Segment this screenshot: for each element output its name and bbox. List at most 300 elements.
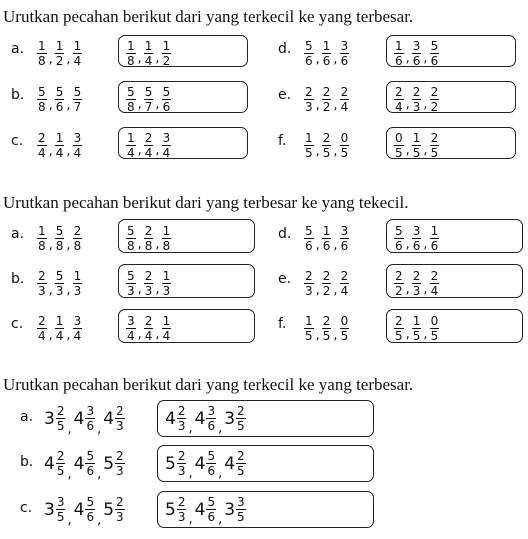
numerator: 2 [430,85,439,99]
whole-number: 3 [224,408,236,429]
fraction-item [55,265,65,297]
fraction [144,315,154,342]
denominator: 6 [207,510,216,524]
question-fractions [37,81,82,113]
denominator: 6 [340,54,349,68]
numerator: 5 [430,39,439,53]
fraction [126,132,136,159]
fraction-item [412,265,422,297]
numerator: 0 [395,131,403,145]
fraction-item [144,265,154,297]
comma-separator: , [315,238,320,253]
denominator: 5 [412,329,421,343]
fraction [73,225,83,252]
numerator: 1 [305,131,313,145]
whole-number: 4 [224,453,236,474]
denominator: 8 [127,100,135,114]
denominator: 3 [144,284,153,298]
item-label: c. [20,500,33,516]
denominator: 3 [177,464,186,478]
numerator: 2 [322,269,331,283]
fraction [430,270,440,297]
numerator: 1 [38,224,46,238]
fraction-item [37,127,47,159]
numerator: 2 [430,131,439,145]
fraction [322,225,332,252]
question-fractions [304,309,349,343]
denominator: 7 [73,100,82,114]
numerator: 2 [144,314,153,328]
whole-number: 4 [73,453,85,474]
comma-separator: , [97,422,102,437]
fraction [55,86,65,113]
denominator: 4 [144,54,153,68]
item-label: b. [20,454,34,470]
fraction-item [430,310,440,342]
comma-separator: , [97,513,102,528]
fraction-item [412,127,422,159]
comma-separator: , [333,238,338,253]
fraction-item [340,35,350,67]
comma-separator: , [218,421,223,436]
denominator: 3 [73,284,82,298]
denominator: 4 [162,329,171,343]
fraction [126,270,136,297]
fraction-item [322,220,332,252]
fraction-item [322,35,332,67]
denominator: 4 [340,100,349,114]
comma-separator: , [188,421,193,436]
fraction-item [44,496,65,523]
comma-separator: , [66,144,71,159]
fraction [340,86,350,113]
comma-separator: , [405,97,410,112]
denominator: 2 [430,100,439,114]
denominator: 4 [38,329,46,343]
fraction-item [340,81,350,113]
fraction-item [126,127,136,159]
numerator: 5 [144,85,153,99]
fraction [144,40,154,67]
fraction [37,132,47,159]
fraction [37,225,47,252]
fraction [73,132,83,159]
fraction-item [430,265,440,297]
fraction [85,496,95,523]
fraction-item [412,310,422,342]
denominator: 3 [116,510,124,524]
comma-separator: , [137,97,142,112]
question-fractions [304,264,349,298]
fraction-item [340,310,350,342]
question-fractions [44,400,125,437]
fraction [236,496,246,523]
denominator: 5 [322,329,331,343]
fraction [162,225,172,252]
item-label: a. [11,226,25,242]
numerator: 3 [412,224,421,238]
numerator: 5 [207,495,216,509]
fraction-item [126,265,136,297]
fraction [55,225,65,252]
comma-separator: , [137,237,142,252]
numerator: 3 [73,314,82,328]
fraction-item [430,220,440,252]
comma-separator: , [67,513,72,528]
fraction [412,132,422,159]
comma-separator: , [137,143,142,158]
fraction [37,86,47,113]
fraction-item [103,405,124,432]
denominator: 6 [340,239,349,253]
fraction [412,40,422,67]
fraction-item [394,127,404,159]
fraction-item [74,496,95,523]
comma-separator: , [333,98,338,113]
fraction-item [340,265,350,297]
denominator: 4 [73,329,82,343]
fraction-item [73,35,83,67]
numerator: 0 [430,314,439,328]
numerator: 2 [38,314,46,328]
whole-number: 4 [194,453,206,474]
denominator: 4 [73,146,82,160]
fraction [430,40,440,67]
denominator: 6 [86,464,95,478]
answer-box [386,35,516,67]
numerator: 5 [127,85,135,99]
fraction [430,225,440,252]
fraction [177,405,187,432]
denominator: 3 [55,284,64,298]
question-fractions [304,81,349,113]
comma-separator: , [423,97,428,112]
denominator: 4 [395,100,403,114]
whole-number: 5 [165,499,176,520]
fraction-item [37,310,47,342]
question-fractions [304,35,349,67]
numerator: 5 [38,85,46,99]
whole-number: 5 [165,453,176,474]
item-label: a. [20,409,34,425]
fraction-item [304,220,314,252]
answer-box [386,81,516,113]
fraction [126,225,136,252]
numerator: 5 [305,39,313,53]
comma-separator: , [218,466,223,481]
fraction [115,405,125,432]
fraction [304,132,314,159]
denominator: 3 [116,419,124,433]
fraction-item [37,35,47,67]
fraction [340,40,350,67]
denominator: 5 [237,419,245,433]
fraction-item [55,81,65,113]
fraction [430,315,440,342]
numerator: 1 [127,131,135,145]
fraction-item [55,220,65,252]
fraction [144,225,154,252]
comma-separator: , [66,283,71,298]
fraction [73,315,83,342]
denominator: 3 [412,284,421,298]
numerator: 2 [144,224,153,238]
fraction [412,86,422,113]
fraction [394,270,404,297]
denominator: 3 [162,284,171,298]
fraction-item [304,265,314,297]
denominator: 3 [412,100,421,114]
fraction-item [394,310,404,342]
answer-box [386,309,523,343]
numerator: 0 [340,314,349,328]
fraction-item [162,265,172,297]
denominator: 5 [340,146,349,160]
denominator: 5 [237,510,245,524]
whole-number: 4 [73,408,85,429]
fraction-item [55,127,65,159]
denominator: 4 [144,146,153,160]
fraction-item [430,81,440,113]
denominator: 6 [395,239,403,253]
numerator: 1 [73,39,82,53]
comma-separator: , [137,327,142,342]
comma-separator: , [67,422,72,437]
fraction-item [162,35,172,67]
comma-separator: , [48,52,53,67]
fraction [162,270,172,297]
numerator: 3 [56,495,65,509]
comma-separator: , [315,98,320,113]
comma-separator: , [48,328,53,343]
fraction-item [322,81,332,113]
fraction [322,40,332,67]
fraction-item [224,405,245,432]
fraction [304,315,314,342]
numerator: 5 [86,449,95,463]
question-fractions [304,219,349,253]
fraction [144,132,154,159]
fraction-item [73,127,83,159]
denominator: 6 [395,54,403,68]
numerator: 1 [395,39,403,53]
comma-separator: , [137,282,142,297]
comma-separator: , [405,327,410,342]
comma-separator: , [66,52,71,67]
fraction [56,496,66,523]
answer-box [386,264,523,298]
denominator: 6 [207,419,216,433]
comma-separator: , [333,52,338,67]
denominator: 5 [56,510,65,524]
comma-separator: , [155,282,160,297]
answer-box [118,35,248,67]
fraction-item [304,81,314,113]
numerator: 1 [38,39,46,53]
denominator: 8 [38,100,46,114]
comma-separator: , [405,51,410,66]
fraction [144,270,154,297]
denominator: 5 [237,464,245,478]
denominator: 2 [162,54,171,68]
numerator: 3 [207,404,216,418]
denominator: 6 [55,100,64,114]
fraction-item [412,35,422,67]
fraction-item [430,35,440,67]
section-2-title: Urutkan pecahan berikut dari yang terbesar ke yang tekecil. [3,193,409,212]
denominator: 4 [73,54,82,68]
fraction-item [44,405,65,432]
numerator: 2 [412,85,421,99]
fraction-item [165,450,186,477]
numerator: 2 [322,314,331,328]
denominator: 3 [177,510,186,524]
denominator: 8 [144,239,153,253]
fraction [236,450,246,477]
fraction [144,86,154,113]
numerator: 2 [38,269,46,283]
denominator: 3 [127,284,135,298]
denominator: 3 [38,284,46,298]
fraction [206,405,216,432]
fraction [206,496,216,523]
denominator: 6 [86,419,95,433]
denominator: 2 [322,100,331,114]
numerator: 2 [116,404,124,418]
fraction-item [103,450,124,477]
comma-separator: , [188,466,193,481]
numerator: 1 [162,224,171,238]
numerator: 3 [127,314,135,328]
fraction-item [162,127,172,159]
fraction-item [304,35,314,67]
denominator: 2 [322,284,331,298]
comma-separator: , [155,327,160,342]
whole-number: 5 [103,453,115,474]
fraction-item [322,310,332,342]
numerator: 2 [144,269,153,283]
comma-separator: , [405,237,410,252]
answer-box [118,264,255,298]
fraction-item [126,220,136,252]
numerator: 5 [55,269,64,283]
fraction-item [224,496,245,523]
fraction-item [144,127,154,159]
numerator: 1 [55,314,64,328]
numerator: 2 [395,314,403,328]
denominator: 5 [395,329,403,343]
comma-separator: , [315,144,320,159]
fraction-item [394,220,404,252]
fraction [162,315,172,342]
numerator: 1 [412,131,421,145]
denominator: 4 [55,329,64,343]
answer-box [386,127,516,159]
whole-number: 3 [44,499,55,520]
comma-separator: , [423,327,428,342]
fraction [55,270,65,297]
fraction-item [322,127,332,159]
denominator: 4 [144,329,153,343]
question-fractions [304,127,349,159]
answer-box [118,81,248,113]
denominator: 4 [340,284,349,298]
denominator: 3 [177,419,186,433]
fraction-item [162,310,172,342]
fraction [126,86,136,113]
fraction-item [224,450,245,477]
fraction-item [74,450,95,477]
numerator: 3 [237,495,245,509]
fraction-item [195,496,216,523]
fraction [177,450,187,477]
question-fractions [37,127,82,159]
numerator: 1 [144,39,153,53]
fraction [304,225,314,252]
numerator: 1 [162,39,171,53]
answer-box [386,219,523,253]
fraction [412,315,422,342]
comma-separator: , [155,51,160,66]
comma-separator: , [155,237,160,252]
denominator: 5 [305,146,313,160]
denominator: 4 [430,284,439,298]
numerator: 2 [305,269,313,283]
numerator: 5 [305,224,313,238]
denominator: 6 [162,100,171,114]
comma-separator: , [405,143,410,158]
denominator: 4 [38,146,46,160]
denominator: 8 [38,239,46,253]
numerator: 1 [305,314,313,328]
section-3-title: Urutkan pecahan berikut dari yang terkecil ke yang terbesar. [3,375,414,394]
numerator: 5 [207,449,216,463]
denominator: 5 [56,419,65,433]
answer-box [157,491,374,528]
fraction [85,450,95,477]
fraction [56,450,66,477]
answer-box [118,127,248,159]
whole-number: 4 [194,499,206,520]
comma-separator: , [155,143,160,158]
answer-box [157,445,374,482]
numerator: 0 [340,131,349,145]
numerator: 2 [116,495,124,509]
item-label: c. [11,316,24,332]
comma-separator: , [137,51,142,66]
numerator: 5 [162,85,171,99]
fraction-item [144,220,154,252]
numerator: 2 [56,404,65,418]
fraction [37,40,47,67]
numerator: 2 [144,131,153,145]
fraction [115,450,125,477]
fraction [73,40,83,67]
denominator: 4 [127,329,135,343]
comma-separator: , [333,328,338,343]
numerator: 5 [55,224,64,238]
section-1-title: Urutkan pecahan berikut dari yang terkecil ke yang terbesar. [3,7,414,26]
numerator: 1 [55,131,64,145]
numerator: 1 [322,224,331,238]
question-fractions [37,309,82,343]
numerator: 2 [412,269,421,283]
numerator: 2 [395,85,403,99]
fraction-item [73,81,83,113]
fraction-item [322,265,332,297]
numerator: 5 [86,495,95,509]
fraction-item [304,310,314,342]
